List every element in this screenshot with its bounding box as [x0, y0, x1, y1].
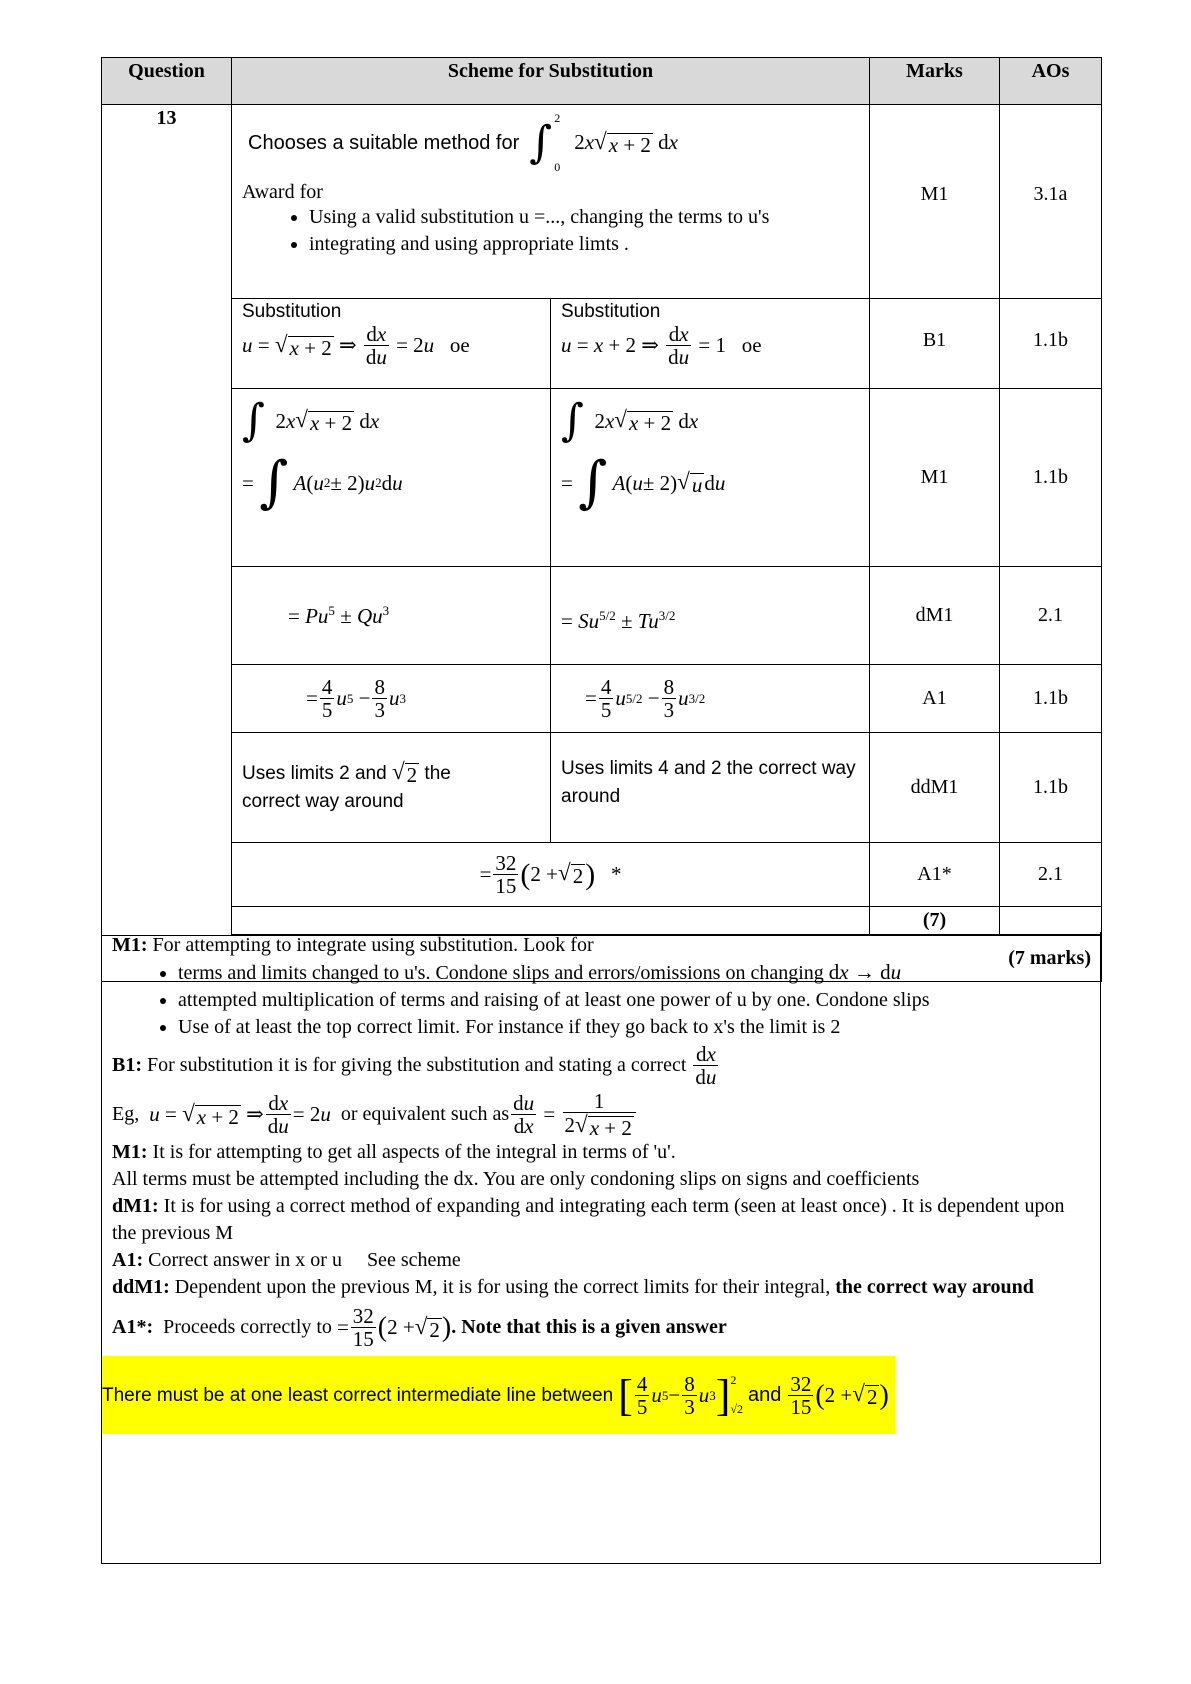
limits-left-c: correct way around	[242, 790, 404, 812]
substitution-left-title: Substitution	[242, 301, 342, 322]
award-for-text: Award for	[242, 181, 323, 203]
table-row	[102, 907, 1102, 935]
note-ddm1-bold: the correct way around	[835, 1276, 1034, 1299]
note-m1b-text: It is for attempting to get all aspects of the integral in terms of 'u'.	[152, 1141, 676, 1164]
note-b1-text: For substitution it is for giving the substitution and stating a correct	[147, 1054, 687, 1077]
mark-m1: M1	[870, 389, 1000, 567]
integral-lower-limit: 0	[554, 160, 561, 174]
total-marks: (7 marks)	[102, 936, 1102, 982]
note-b1-head: B1:	[112, 1054, 142, 1077]
note-dm1-head: dM1:	[112, 1195, 159, 1218]
substitution-right	[551, 299, 870, 389]
limits-right: Uses limits 4 and 2 the correct way around	[551, 733, 870, 843]
integrand: 2x √ x + 2 dx	[574, 127, 678, 157]
table-row	[102, 733, 1102, 843]
substitution-left-eq: u = √ x + 2 ⇒ $\frac{dx}{du}$ = 2 u oe	[242, 322, 470, 370]
empty-cell	[232, 907, 870, 935]
integrated-left: = $Pu^5 \pm Qu^3$	[232, 567, 551, 665]
note-a1s-text: Proceeds correctly to	[163, 1316, 332, 1339]
note-m1-head: M1:	[112, 934, 148, 956]
integrated-right: = $Su^{5/2} \pm Tu^{3/2}$	[551, 567, 870, 665]
note-m1-bullet-1: terms and limits changed to u's. Condone slips and errors/omissions on changing	[178, 962, 824, 984]
highlight-text: There must be at one least correct intermediate line between	[102, 1384, 614, 1406]
mark-a1-star: A1*	[870, 843, 1000, 907]
note-ddm1-head: ddM1:	[112, 1276, 170, 1299]
note-m1b-text2: All terms must be attempted including the dx. You are only condoning slips on signs and coefficients	[112, 1168, 920, 1191]
header-question: Question	[102, 58, 232, 105]
answer-right: = $\frac{4}{5}$ u 5/2 − $\frac{8}{3}$ u 3/2	[551, 665, 870, 733]
mark-b1: B1	[870, 299, 1000, 389]
note-a1s-note: . Note that this is a given answer	[451, 1316, 727, 1339]
note-m1-text: For attempting to integrate using substitution. Look for	[152, 934, 594, 956]
ao-1-1b: 1.1b	[1000, 299, 1102, 389]
guidance-notes: M1: For attempting to integrate using substitution. Look for • terms and limits changed to u's. Condone slips and errors/omissions on changing dx → du • attempted multiplication of terms and raising of at least one power of u by one. Condone slips • Use of at least the top correct limit. For instance if they go back to x's the limit is 2 B1: For substitution it is for giving the substitution and stating a correct $\frac{dx}{du}$ Eg, u = √ x + 2 ⇒ $\frac{dx}{du}$ = 2 u or equivalent such as $\frac{du}{dx}$ = 1 2 √ x + 2 M1: It is for attempting to get all aspects of the integral in terms of 'u'. All terms must be attempted including the dx. You are only condoning slips on signs and coefficients dM1: It is for using a correct method of expanding and integrating each term (seen at least once) . It is dependent upon the previous M A1: Correct answer in x or u See scheme ddM1: Dependent upon the previous M, it is for using the correct limits for their integral, the correct way around A1*: Proceeds correctly to = $\frac{32}{15}$ ( 2 + √ 2 ) . Note that this is a given answer There must be at one least correct intermediate line between [ $\frac{4}{5}$ u 5 − $\frac{8}{3}$ u 3 ] 2 √2 and $\frac{32}{15}$ ( 2 + √ 2 )	[101, 932, 1101, 1564]
award-bullet-2: • integrating and using appropriate limts .	[309, 231, 869, 258]
header-aos: AOs	[1000, 58, 1102, 105]
note-a1-head: A1:	[112, 1249, 144, 1272]
integral-symbol: ∫	[529, 117, 553, 168]
mark-scheme-table	[101, 57, 1102, 982]
integral-upper-limit: 2	[554, 111, 561, 125]
empty-cell	[1000, 907, 1102, 935]
limits-left-a: Uses limits 2 and	[242, 762, 387, 784]
note-m1-bullet-3: • Use of at least the top correct limit. For instance if they go back to x's the limit is 2	[178, 1014, 1100, 1041]
note-dm1-text: It is for using a correct method of expanding and integrating each term (seen at least once) . It is dependent upon the previous M	[112, 1195, 1065, 1245]
ao-2-1: 2.1	[1000, 567, 1102, 665]
mark-m1: M1	[870, 105, 1000, 299]
note-a1s-head: A1*:	[112, 1316, 154, 1339]
integral-left: ∫ 2 x √ x + 2 d x = ∫ A ( u 2 ± 2) u 2 d u	[232, 389, 551, 567]
header-scheme: Scheme for Substitution	[232, 58, 870, 105]
note-m1b-head: M1:	[112, 1141, 148, 1164]
highlight-box: There must be at one least correct intermediate line between [ $\frac{4}{5}$ u 5 − $\frac{8}{3}$ u 3 ] 2 √2 and $\frac{32}{15}$ ( 2 + √ 2 )	[102, 1356, 895, 1434]
limits-left: Uses limits 2 and √ 2 the correct way around	[232, 733, 551, 843]
award-bullet-1: • Using a valid substitution u =..., changing the terms to u's	[309, 204, 869, 231]
table-row	[102, 843, 1102, 907]
note-ddm1-text: Dependent upon the previous M, it is for using the correct limits for their integral,	[174, 1276, 831, 1299]
chooses-text: Chooses a suitable method for	[248, 131, 520, 154]
table-row	[102, 567, 1102, 665]
table-header-row	[102, 58, 1102, 105]
note-eg: Eg,	[112, 1103, 140, 1126]
oe-label: oe	[449, 333, 470, 358]
given-answer-star: *	[610, 862, 622, 886]
highlight-and: and	[747, 1383, 782, 1406]
header-marks: Marks	[870, 58, 1000, 105]
integral-right: ∫ 2 x √ x + 2 d x = ∫ A ( u ± 2) √ u d u	[551, 389, 870, 567]
table-row	[102, 105, 1102, 299]
subtotal-marks: (7)	[870, 907, 1000, 935]
ao-3-1a: 3.1a	[1000, 105, 1102, 299]
ao-1-1b: 1.1b	[1000, 733, 1102, 843]
substitution-left	[232, 299, 551, 389]
final-answer: = $\frac{32}{15}$ ( 2 + √ 2 ) *	[232, 843, 870, 907]
table-row	[102, 299, 1102, 389]
table-row	[102, 389, 1102, 567]
limits-left-b: the	[424, 762, 451, 784]
answer-left: = $\frac{4}{5}$ u 5 − $\frac{8}{3}$ u 3	[232, 665, 551, 733]
oe-label: oe	[741, 333, 762, 358]
ao-1-1b: 1.1b	[1000, 665, 1102, 733]
ao-1-1b: 1.1b	[1000, 389, 1102, 567]
note-m1-bullet-2: • attempted multiplication of terms and raising of at least one power of u by one. Condone slips	[178, 987, 1100, 1014]
question-number: 13	[102, 105, 232, 936]
note-a1-text: Correct answer in x or u	[148, 1249, 342, 1272]
ao-2-1: 2.1	[1000, 843, 1102, 907]
mark-dm1: dM1	[870, 567, 1000, 665]
table-row	[102, 665, 1102, 733]
mark-ddm1: ddM1	[870, 733, 1000, 843]
note-or-equivalent: or equivalent such as	[340, 1103, 510, 1126]
mark-a1: A1	[870, 665, 1000, 733]
substitution-right-title: Substitution	[561, 301, 661, 322]
substitution-right-eq: u = x + 2 ⇒ $\frac{dx}{du}$ = 1 oe	[561, 322, 762, 370]
method-cell	[232, 105, 870, 299]
note-a1-see: See scheme	[366, 1249, 461, 1272]
